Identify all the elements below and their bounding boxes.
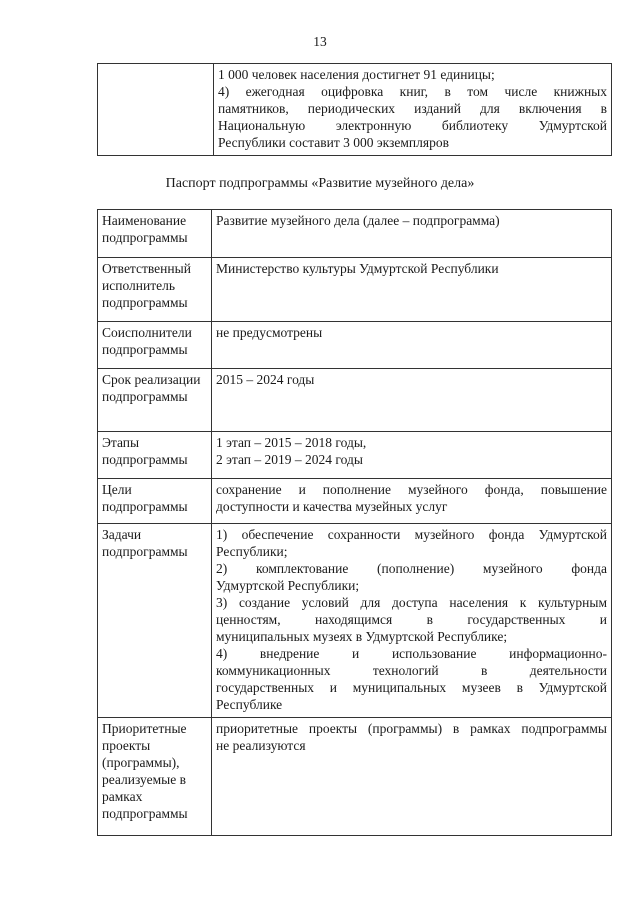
table-row xyxy=(98,322,612,369)
text-line: Развитие музейного дела (далее – подпрограмма) xyxy=(216,213,500,228)
row-label: Наименование подпрограммы xyxy=(98,210,212,258)
text-line: коммуникационных технологий в деятельности xyxy=(216,663,607,678)
text-line: не предусмотрены xyxy=(216,325,323,340)
passport-table xyxy=(97,209,612,836)
text-line: памятников, периодических изданий для включения в xyxy=(218,101,607,116)
table-row xyxy=(98,479,612,524)
table-row xyxy=(98,432,612,479)
text-line: 1) обеспечение сохранности музейного фонда Удмуртской xyxy=(216,527,607,542)
text-line: 4) ежегодная оцифровка книг, в том числе книжных xyxy=(218,84,607,99)
text-line: Удмуртской Республики; xyxy=(216,578,360,593)
text-line: Республики; xyxy=(216,544,288,559)
table-row xyxy=(98,718,612,836)
text-line: 2) комплектование (пополнение) музейного фонда xyxy=(216,561,607,576)
text-line: 1 этап – 2015 – 2018 годы, xyxy=(216,435,367,450)
text-line: не реализуются xyxy=(216,738,306,753)
table-row xyxy=(98,258,612,322)
table-row xyxy=(98,524,612,718)
text-line: 4) внедрение и использование информационно- xyxy=(216,646,607,661)
text-line: Министерство культуры Удмуртской Республики xyxy=(216,261,499,276)
text-line: 2 этап – 2019 – 2024 годы xyxy=(216,452,363,467)
row-label: Срок реализации подпрограммы xyxy=(98,369,212,432)
text-line: государственных и муниципальных музеев в Удмуртской xyxy=(216,680,607,695)
text-line: приоритетные проекты (программы) в рамках подпрограммы xyxy=(216,721,607,736)
row-label: Этапы подпрограммы xyxy=(98,432,212,479)
row-value xyxy=(212,718,612,836)
row-value xyxy=(212,432,612,479)
continuation-cell xyxy=(214,64,612,156)
section-title: Паспорт подпрограммы «Развитие музейного дела» xyxy=(165,176,475,191)
row-value xyxy=(212,210,612,258)
page-number: 13 xyxy=(313,34,327,49)
row-label: Ответственный исполнитель подпрограммы xyxy=(98,258,212,322)
table-row xyxy=(98,369,612,432)
text-line: 1 000 человек населения достигнет 91 единицы; xyxy=(218,67,495,82)
text-line: Национальную электронную библиотеку Удмуртской xyxy=(218,118,607,133)
row-label: Соисполнители подпрограммы xyxy=(98,322,212,369)
table-row xyxy=(98,64,612,156)
row-label: Цели подпрограммы xyxy=(98,479,212,524)
row-value xyxy=(212,258,612,322)
text-line: ценностям, находящимся в государственных и xyxy=(216,612,607,627)
row-label: Задачи подпрограммы xyxy=(98,524,212,718)
text-line: 2015 – 2024 годы xyxy=(216,372,315,387)
row-label: Приоритетные проекты (программы), реализуемые в рамках подпрограммы xyxy=(98,718,212,836)
continuation-table xyxy=(97,63,612,156)
row-value xyxy=(212,524,612,718)
text-line: сохранение и пополнение музейного фонда, повышение xyxy=(216,482,607,497)
text-line: Республике xyxy=(216,697,283,712)
row-value xyxy=(212,369,612,432)
text-line: 3) создание условий для доступа населения к культурным xyxy=(216,595,607,610)
text-line: Республики составит 3 000 экземпляров xyxy=(218,135,449,150)
text-line: муниципальных музеях в Удмуртской Республике; xyxy=(216,629,508,644)
text-line: доступности и качества музейных услуг xyxy=(216,499,448,514)
empty-label-cell xyxy=(98,64,214,156)
row-value xyxy=(212,322,612,369)
table-row xyxy=(98,210,612,258)
row-value xyxy=(212,479,612,524)
